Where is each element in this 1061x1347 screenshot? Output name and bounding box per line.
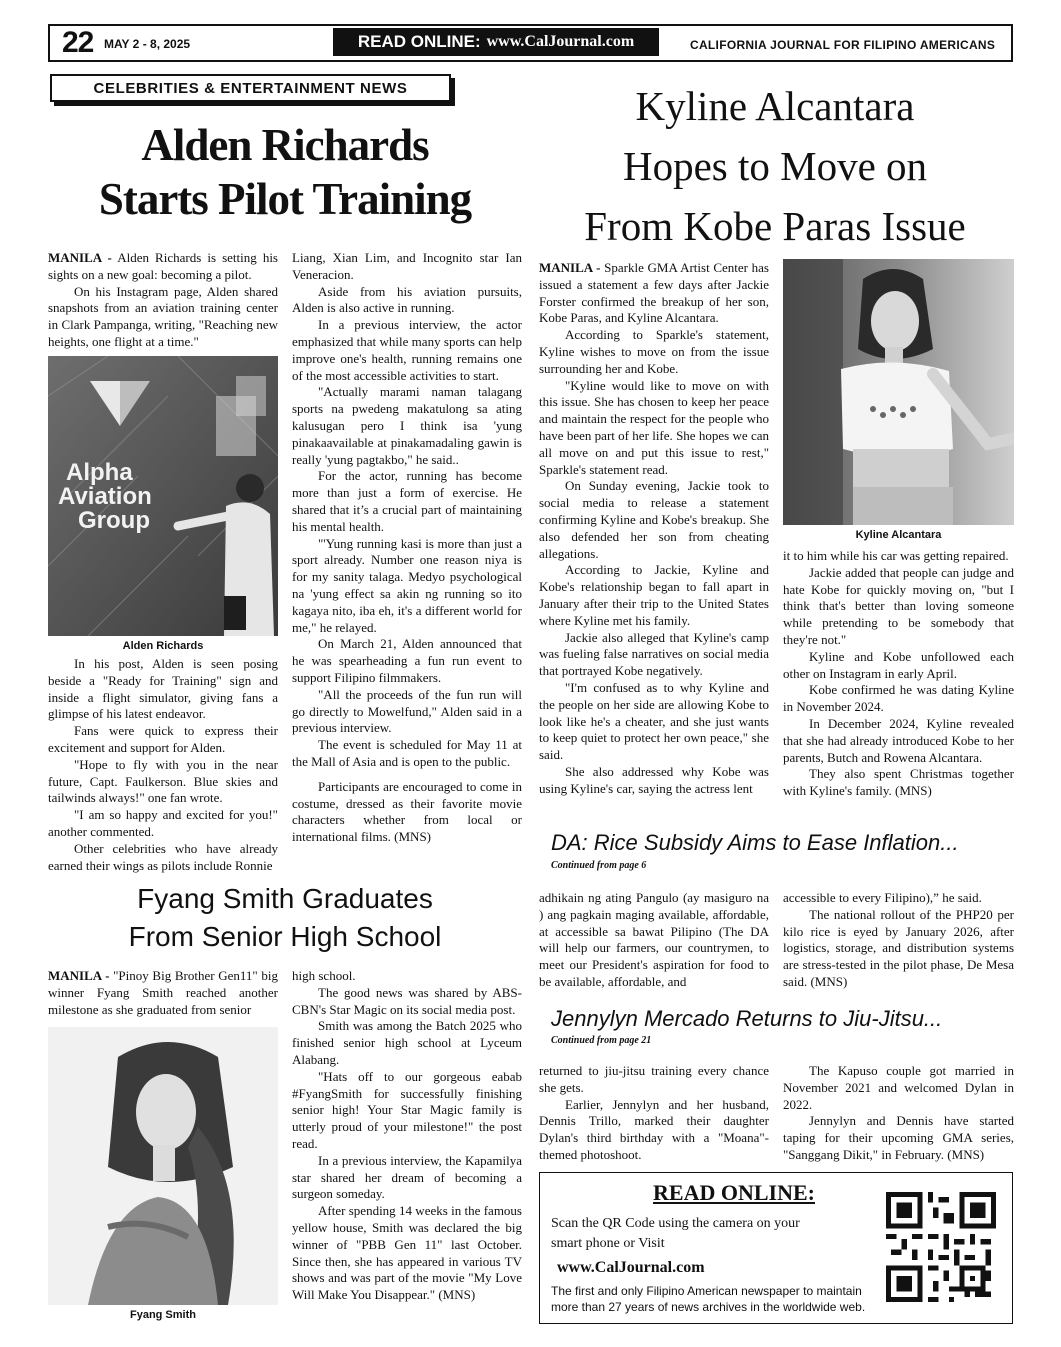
fyang-col2 bbox=[292, 968, 522, 1304]
fyang-photo bbox=[48, 1027, 278, 1305]
paragraph: The event is scheduled for May 11 at the Mall of Asia and is open to the public. bbox=[292, 737, 522, 769]
paragraph: In a previous interview, the actor emphasized that while many sports can help improve one's health, running remains one of the most accessible activities to start. bbox=[292, 317, 522, 383]
alden-dateline: MANILA - bbox=[48, 250, 112, 265]
paragraph: Liang, Xian Lim, and Incognito star Ian Veneracion. bbox=[292, 250, 522, 282]
paragraph: adhikain ng ating Pangulo (ay masiguro na ) ang pagkain maging available, affordable, at accessible sa bawat Pilipino (The DA will help our farmers, our countrymen, to meet our President's aspiration for food to be available, affordable, and bbox=[539, 890, 769, 989]
kyline-photo bbox=[783, 259, 1014, 525]
paragraph: Sparkle GMA Artist Center has issued a statement a few days after Jackie Forster confirmed the breakup of her son, Kobe Paras, and Kyline Alcantara. bbox=[539, 260, 769, 326]
section-label: CELEBRITIES & ENTERTAINMENT NEWS bbox=[50, 74, 451, 102]
alden-photo-caption: Alden Richards bbox=[122, 640, 204, 652]
paragraph: She also addressed why Kobe was using Kyline's car, saying the actress lent bbox=[539, 763, 769, 796]
alden-col1-bottom bbox=[48, 656, 278, 874]
fyang-headline-line-1: Fyang Smith Graduates bbox=[137, 883, 433, 914]
jennylyn-col2 bbox=[783, 1063, 1014, 1164]
kyline-dateline: MANILA - bbox=[539, 260, 601, 275]
paragraph: Fans were quick to express their excitement and support for Alden. bbox=[48, 723, 278, 755]
fyang-headline-line-2: From Senior High School bbox=[128, 921, 442, 952]
rice-col1 bbox=[539, 890, 769, 991]
paragraph: In December 2024, Kyline revealed that she had already introduced Kobe to her parents, Butch and Rowena Alcantara. bbox=[783, 715, 1014, 765]
paragraph: Kyline and Kobe unfollowed each other on Instagram in early April. bbox=[783, 648, 1014, 681]
paragraph: it to him while his car was getting repaired. bbox=[783, 548, 1009, 563]
jennylyn-col1 bbox=[539, 1063, 769, 1164]
alden-headline-line-2: Starts Pilot Training bbox=[98, 174, 472, 224]
paragraph: On March 21, Alden announced that he was spearheading a fun run event to support Filipino filmmakers. bbox=[292, 636, 522, 685]
alden-photo bbox=[48, 356, 278, 636]
paragraph: accessible to every Filipino),” he said. bbox=[783, 890, 982, 905]
kyline-headline bbox=[540, 76, 1010, 256]
paragraph: "I'm confused as to why Kyline and the people on her side are allowing Kobe to look like he's a cheater, and she just wants to keep quiet to protect her own peace," she said. bbox=[539, 679, 769, 763]
publication-name: CALIFORNIA JOURNAL FOR FILIPINO AMERICANS bbox=[690, 38, 996, 52]
alden-col1-top bbox=[48, 250, 278, 351]
paragraph: The national rollout of the PHP20 per kilo rice is eyed by January 2026, after logistics, storage, and distribution systems are stress-tested in the pilot phase, De Mesa said. (MNS) bbox=[783, 906, 1014, 989]
paragraph: "Actually marami naman talagang sports na pwedeng makatulong sa ating kalusugan pero I think isa 'yung pinakaavailable at pinakamadaling gawin is really 'yung pagtakbo," he said.. bbox=[292, 384, 522, 467]
paragraph: Alden Richards is setting his sights on a new goal: becoming a pilot. bbox=[48, 250, 278, 282]
paragraph: Jennylyn and Dennis have started taping for their upcoming GMA series, "Sanggang Dikit," in February. (MNS) bbox=[783, 1113, 1014, 1162]
fyang-photo-image bbox=[48, 1027, 278, 1305]
fyang-dateline: MANILA - bbox=[48, 968, 110, 983]
rice-continued-label: Continued from page 6 bbox=[551, 860, 647, 871]
paragraph: For the actor, running has become more than just a form of exercise. He shared that it’s a crucial part of maintaining his mental health. bbox=[292, 468, 522, 534]
page-number: 22 bbox=[62, 26, 94, 59]
kyline-col1 bbox=[539, 260, 769, 798]
read-online-url[interactable]: www.CalJournal.com bbox=[486, 33, 635, 50]
paragraph: returned to jiu-jitsu training every chance she gets. bbox=[539, 1063, 769, 1095]
paragraph: On Sunday evening, Jackie took to social media to release a statement confirming Kyline and Kobe's breakup. She also defended her son from cheating allegations. bbox=[539, 478, 769, 561]
paragraph: The Kapuso couple got married in November 2021 and welcomed Dylan in 2022. bbox=[783, 1063, 1014, 1112]
paragraph: "Hats off to our gorgeous eabab #FyangSmith for successfully finishing senior high! Your Star Magic family is utterly proud of your milestone!" the post read. bbox=[292, 1068, 522, 1151]
rice-col2 bbox=[783, 890, 1014, 991]
kyline-photo-image bbox=[783, 259, 1014, 525]
rice-jump-headline: DA: Rice Subsidy Aims to Ease Inflation... bbox=[551, 830, 959, 855]
read-online-label: READ ONLINE: bbox=[357, 32, 481, 51]
paragraph: They also spent Christmas together with Kyline's family. (MNS) bbox=[783, 766, 1014, 799]
paragraph: Participants are encouraged to come in costume, dressed as their favorite movie characters whether from local or international films. (MNS) bbox=[292, 778, 522, 845]
paragraph: In a previous interview, the Kapamilya star shared her dream of becoming a surgeon someday. bbox=[292, 1152, 522, 1202]
kyline-col2 bbox=[783, 548, 1014, 800]
paragraph: high school. bbox=[292, 968, 356, 983]
read-online-banner[interactable] bbox=[333, 28, 659, 56]
paragraph: Aside from his aviation pursuits, Alden is also active in running. bbox=[292, 283, 522, 316]
paragraph: Kobe confirmed he was dating Kyline in November 2024. bbox=[783, 682, 1014, 715]
issue-date: MAY 2 - 8, 2025 bbox=[104, 37, 191, 51]
paragraph: "Hope to fly with you in the near future, Capt. Faulkerson. Blue skies and tailwinds always!" one fan wrote. bbox=[48, 756, 278, 806]
svg-text:Group: Group bbox=[78, 507, 150, 534]
read-online-box-text: Scan the QR Code using the camera on your smart phone or Visit bbox=[551, 1216, 800, 1251]
qr-code-icon[interactable] bbox=[886, 1192, 996, 1302]
paragraph: Smith was among the Batch 2025 who finished senior high school at Lyceum Alabang. bbox=[292, 1018, 522, 1067]
paragraph: The good news was shared by ABS-CBN's Star Magic on its social media post. bbox=[292, 984, 522, 1017]
paragraph: According to Sparkle's statement, Kyline wishes to move on from the issue surrounding her and Kobe. bbox=[539, 327, 769, 376]
alden-col2 bbox=[292, 250, 522, 846]
read-online-box-description: The first and only Filipino American newspaper to maintain more than 27 years of news archives in the worldwide web. bbox=[551, 1284, 866, 1314]
paragraph: Jackie also alleged that Kyline's camp was fueling false narratives on social media that portrayed Kobe negatively. bbox=[539, 629, 769, 679]
paragraph: Other celebrities who have already earned their wings as pilots include Ronnie bbox=[48, 840, 278, 873]
read-online-box-url[interactable]: www.CalJournal.com bbox=[557, 1259, 705, 1276]
fyang-col1 bbox=[48, 968, 278, 1018]
paragraph: According to Jackie, Kyline and Kobe's relationship began to fall apart in January after their trip to the United States where Kyline met his family. bbox=[539, 562, 769, 628]
paragraph: "All the proceeds of the fun run will go directly to Mowelfund," Alden said in a previous interview. bbox=[292, 686, 522, 736]
paragraph: "I am so happy and excited for you!" another commented. bbox=[48, 807, 278, 839]
jennylyn-jump-headline: Jennylyn Mercado Returns to Jiu-Jitsu... bbox=[551, 1006, 943, 1031]
paragraph: Earlier, Jennylyn and her husband, Dennis Trillo, marked their daughter Dylan's third birthday with a "Moana"-themed photoshoot. bbox=[539, 1096, 769, 1162]
alden-photo-image bbox=[48, 356, 278, 636]
paragraph: Jackie added that people can judge and hate Kobe for quickly moving on, "but I think that's better than loving someone while pretending to be somebody that they're not." bbox=[783, 564, 1014, 647]
paragraph: "Kyline would like to move on with this issue. She has chosen to keep her peace and maintain the respect for the people who have been part of her life. She hopes we can all move on and put this issue to rest," Sparkle's statement read. bbox=[539, 377, 769, 477]
kyline-headline-line-2: Hopes to Move on bbox=[622, 143, 928, 189]
kyline-headline-line-3: From Kobe Paras Issue bbox=[584, 203, 966, 249]
paragraph: On his Instagram page, Alden shared snapshots from an aviation training center in Clark Pampanga, writing, "Reaching new heights, one flight at a time." bbox=[48, 283, 278, 349]
kyline-headline-line-1: Kyline Alcantara bbox=[635, 83, 915, 129]
svg-text:Aviation: Aviation bbox=[58, 483, 152, 510]
fyang-photo-caption: Fyang Smith bbox=[129, 1309, 196, 1321]
alden-headline bbox=[40, 118, 530, 226]
paragraph: "'Yung running kasi is more than just a sport already. Number one reason niya is for my sanity talaga. Medyo psychological na 'yung effect sa akin ng running so ito kagaya nito, iba eh, it's a different world for me," he relayed. bbox=[292, 535, 522, 635]
paragraph: "Pinoy Big Brother Gen11" big winner Fyang Smith reached another milestone as she graduated from senior bbox=[48, 968, 279, 1017]
paragraph: In his post, Alden is seen posing beside a "Ready for Training" sign and inside a flight simulator, giving fans a glimpse of his latest endeavor. bbox=[48, 656, 278, 722]
paragraph: After spending 14 weeks in the famous yellow house, Smith was declared the big winner of "PBB Gen 11" last October. Since then, she has appeared in various TV shows and was part of the movie "My Love Will Make You Disappear." (MNS) bbox=[292, 1203, 522, 1303]
alden-headline-line-1: Alden Richards bbox=[141, 120, 429, 170]
alden-photo-sign: Alpha bbox=[66, 459, 133, 486]
jennylyn-continued-label: Continued from page 21 bbox=[551, 1035, 652, 1046]
read-online-box-title: READ ONLINE: bbox=[653, 1180, 815, 1205]
kyline-photo-caption: Kyline Alcantara bbox=[855, 529, 942, 541]
fyang-headline bbox=[48, 880, 522, 956]
